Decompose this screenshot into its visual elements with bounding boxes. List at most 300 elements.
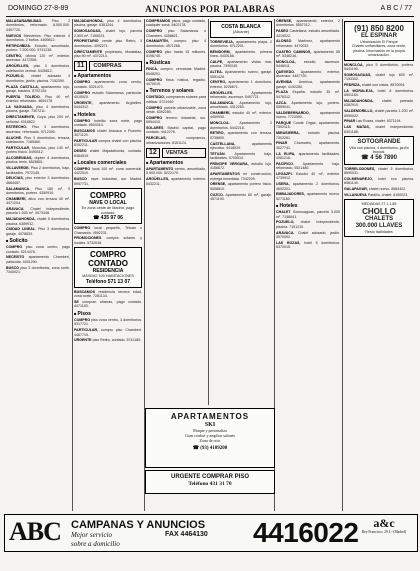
ad-subtitle: Urbanización El Parque: [360, 40, 398, 44]
classified-ad: [276, 141, 340, 150]
ad-text: apartamento exterior. 5432211.: [146, 177, 206, 186]
classified-ad: [276, 60, 340, 69]
ad-lead-word: PARTICULAR: [74, 139, 98, 144]
ad-lead-word: TORRELODONES,: [344, 166, 376, 171]
ad-lead-word: RETIRO,: [210, 131, 225, 136]
ad-lead-word: PARQUE: [276, 121, 292, 126]
ad-text: apartamento primera línea. 4430188.: [210, 49, 272, 59]
classified-column-6: [344, 19, 414, 511]
ad-text: piso hasta 15 millones. 5196740.: [146, 49, 206, 59]
classified-ad: [74, 328, 142, 337]
ad-lead-word: CHAMARTÍN,: [146, 39, 169, 44]
subsection-heading: ■ Rústicas: [146, 60, 206, 66]
classified-ad: [74, 80, 142, 89]
classified-ad: [6, 245, 70, 254]
ad-text: estudio, ascensor. 5446011.: [276, 59, 340, 69]
classified-ad: [74, 167, 142, 176]
ad-lead-word: COMPRO: [74, 80, 91, 85]
classified-ad: [276, 29, 340, 38]
ad-text: piso 3 dormitorios, calefacción central. 5435812.: [6, 64, 70, 73]
classified-column-1: [6, 19, 70, 511]
ad-text: Goya, piso 200 m², señorial. 4318822.: [6, 115, 70, 124]
classified-ad: [344, 119, 414, 123]
classified-ad: [74, 338, 142, 342]
ad-date: MEDIADAS 27 1.1.89: [361, 202, 397, 207]
ad-title: EL ESPINAR: [361, 33, 397, 39]
classified-ad: [74, 318, 142, 327]
classified-ad: [344, 193, 414, 197]
classified-ad: [74, 149, 142, 158]
column-divider: [208, 19, 209, 405]
ad-text: parcela urbanizable, zona oeste. 6392280.: [146, 105, 206, 115]
ad-text: compra chalet con piscina. 8152211.: [74, 139, 142, 148]
ad-text: piso 3 dormitorios, zona norte. 7340021.: [6, 265, 70, 275]
classified-ad: [74, 39, 142, 48]
ad-text: apartamento Chamberí, particular. 4451290.: [6, 255, 70, 264]
ad-phone: ☎ 435 97 06: [93, 215, 123, 222]
ad-text: chalet lujo, parcela 2.500 m². 7155023.: [74, 29, 142, 38]
ad-lead-word: QUEVEDO.: [276, 70, 295, 75]
ad-text: ático con terraza 40 m². 4471204.: [6, 196, 70, 206]
ad-text: terreno industrial, sur. 6954410.: [146, 115, 206, 125]
urgente-comprar-piso-ad: [145, 470, 275, 494]
ad-text: apartamento facilidades. 4081216.: [276, 151, 340, 161]
classified-ad: [6, 266, 70, 275]
apartamentos-ski-ad: [145, 408, 275, 468]
ad-text: vende piso Retiro, 3 dormitorios. 4092271.: [74, 39, 142, 48]
ad-phone: ☎ (93) 4109200: [192, 446, 228, 451]
ad-lead-word: AZCA.: [276, 100, 287, 105]
ad-subtitle: SKI: [204, 422, 216, 428]
classified-ad: [6, 227, 70, 236]
ad-lead-word: COMPRO: [146, 115, 163, 120]
classified-ad: [210, 111, 272, 120]
classified-ad: [276, 182, 340, 191]
classified-ad: [6, 19, 70, 32]
banner-tagline: Mejor servicio: [71, 531, 113, 539]
ad-text: Estudio, amueblado, portero. 7.200.000. 5741236.: [6, 43, 70, 53]
classified-ad: [146, 67, 206, 76]
ad-lead-word: PINAR: [276, 141, 288, 146]
classified-ad: [6, 166, 70, 175]
ad-text: Castellana, estudio amueblado. 4419022.: [276, 29, 340, 38]
ad-lead-word: VALDEMORILLO,: [344, 109, 374, 114]
ad-text: apartamento ejecutivo. 4418020.: [210, 141, 272, 151]
ad-subtitle: CHALETS: [364, 215, 394, 222]
classified-ad: [210, 193, 272, 202]
ad-text: Martínez, apartamento reformado. 4470032.: [276, 39, 340, 48]
classified-ad: [74, 290, 142, 299]
classified-column-5: [276, 19, 340, 511]
classified-ad: [276, 50, 340, 59]
ad-text: Piso 2 dormitorios, bajo, facilidades. 7972145.: [6, 166, 70, 175]
ad-text: En zona oeste de Madrid, pago contado.: [81, 206, 135, 215]
classified-ad: [276, 162, 340, 171]
classified-ad: [276, 241, 340, 250]
classified-ad: [6, 217, 70, 226]
classified-ad: [74, 101, 142, 110]
ad-phone: ☎ 4 56 7890: [361, 154, 397, 161]
ad-text: local pequeño, Tetuán o Chamartín. 4592231.: [74, 226, 142, 235]
ad-lead-word: SOMOSAGUAS,: [74, 29, 102, 34]
classified-ad: [6, 44, 70, 53]
ad-lead-word: PLAZA CASTILLA,: [6, 84, 39, 89]
ad-lead-word: LEGAZPI.: [276, 172, 293, 177]
ad-text: chalet 5 dormitorios. 8590031.: [344, 166, 414, 176]
ad-text: local 100 m², zona comercial. 4422510.: [74, 167, 142, 176]
section-number: 11: [74, 61, 87, 71]
ad-lead-word: ESTRECHO.: [6, 125, 27, 130]
ad-text: Chalet independiente, parcela 1.000 m². 3073348.: [6, 207, 70, 216]
ad-lead-word: TORREVIEJA,: [210, 39, 234, 44]
subsection-heading: ■ Apartamentos: [74, 73, 142, 79]
ad-text: chalet independiente. 6301188.: [344, 125, 414, 134]
ad-text: Villa con piscina, 4 dormitorios, jardín tropical.: [349, 146, 409, 155]
classified-ad: [344, 125, 414, 134]
classified-ad: [344, 167, 414, 176]
classified-ad: [74, 226, 142, 235]
ad-text: Apartamento bajo, reformado. 5521480.: [276, 161, 340, 171]
ad-text: piso zona centro, pago contado. 5214478.: [6, 245, 70, 254]
classified-ad: [146, 136, 206, 145]
ad-lead-word: BUSCAMOS: [74, 128, 95, 133]
ad-lead-word: BUSCO: [74, 177, 87, 182]
ad-text: Chamartín, apartamento. 3027741.: [276, 141, 340, 150]
ad-text: hotelito zona norte, pago contado. 6503314.: [74, 118, 142, 128]
ad-lead-word: CENTRO,: [6, 54, 23, 59]
ad-lead-word: COMPRO: [146, 77, 163, 82]
ad-lead-word: ORENSE,: [210, 182, 227, 187]
ad-lead-word: EMBAJADORES,: [276, 192, 305, 197]
classified-ad: [344, 187, 414, 191]
ad-lead-word: VALDEBERNARDO,: [276, 110, 310, 115]
ad-text: apartamento con terraza. 5738800.: [210, 131, 272, 140]
ad-lead-word: APARTAMENTO: [146, 167, 174, 172]
ad-title: APARTAMENTOS: [170, 412, 250, 421]
ad-text: Apartamento 2 dormitorios. 5442218.: [210, 121, 272, 130]
ad-text: Apartamento reformado, ascensor. 5497721.: [210, 90, 272, 100]
classified-ad: [6, 136, 70, 145]
ad-text: apartamento nuevo. 7723390.: [276, 110, 340, 120]
classified-ad: [146, 39, 206, 48]
ad-lead-word: MALASAÑA/BILBAO.: [6, 19, 43, 23]
ad-text: Estudio 40 m², exterior. 4739912.: [276, 172, 340, 181]
classified-ad: [276, 131, 340, 140]
ad-lead-word: ARGÜELLES.: [210, 90, 234, 95]
classified-ad: [146, 167, 206, 176]
ad-lead-word: DELICIAS,: [6, 176, 24, 181]
classified-ad: [146, 106, 206, 115]
classified-ad: [276, 90, 340, 99]
classified-ad: [6, 95, 70, 104]
banner-phone: 4416022: [253, 517, 359, 548]
ad-text: compra solares y locales. 5732618.: [74, 236, 142, 245]
ad-lead-word: COMPRO: [6, 245, 23, 250]
ad-lead-word: RETIRO/IBIZA.: [6, 43, 31, 48]
ad-lead-word: MAJADAHONDA,: [344, 99, 374, 104]
classified-ad: [276, 172, 340, 181]
ad-text: hotel 8 dormitorios. 6501184.: [344, 88, 414, 98]
ad-lead-word: POZUELO,: [6, 74, 25, 79]
ad-text: chalet lujo 600 m². 7153302.: [344, 72, 414, 82]
ad-lead-word: CHAMBERÍ,: [210, 111, 231, 116]
classified-ad: [74, 129, 142, 138]
ad-lead-word: CASTELLANA,: [210, 141, 236, 146]
classified-ad: [210, 101, 272, 110]
section-heading: [74, 61, 142, 71]
ad-lead-word: COMPRO: [146, 105, 163, 110]
ad-text: apartamento 2 dormitorios. 4692201.: [276, 182, 340, 191]
classified-ad: [146, 50, 206, 59]
classified-ad: [210, 162, 272, 171]
costa-blanca-heading: [210, 21, 272, 38]
ad-lead-word: FINCA,: [146, 67, 158, 72]
classified-ad: [6, 105, 70, 114]
ad-text: estudio 40 m², exterior. 4459930.: [210, 111, 272, 120]
ad-text: apartamento Argüelles. 5444312.: [74, 100, 142, 110]
ad-text: Apartamento bajo, facilidades. 5705514.: [210, 151, 272, 161]
classified-ad: [74, 50, 142, 59]
ad-text: apartamento portero físico. 5558810.: [210, 182, 272, 191]
classified-ad: [146, 95, 206, 104]
ad-text: piso zona centro, 3 dormitorios. 5317721.: [74, 317, 142, 327]
ad-text: Piso 2 dormitorios, reformado. 8.500.000. 4457720.: [6, 19, 70, 32]
ad-text: compro piso Chamberí. 4467710.: [74, 328, 142, 337]
classified-ad: [210, 121, 272, 130]
ad-lead-word: BENIDORM,: [210, 49, 231, 54]
classified-ad: [146, 177, 206, 186]
ad-lead-word: ORENSE,: [276, 19, 293, 23]
ad-lead-word: PASEO: [276, 29, 289, 34]
classified-ad: [74, 236, 142, 245]
classified-ad: [74, 119, 142, 128]
ad-lead-word: CENTRO,: [210, 80, 227, 85]
ad-lead-word: VILLAVERDE.: [6, 166, 30, 171]
ad-text: Piso 3 dormitorios, ascensor, reformado. 5712390.: [6, 125, 70, 134]
ad-lead-word: PINAR: [344, 119, 356, 124]
ad-text: Piso 3 dormitorios, garaje. 4078833.: [6, 227, 70, 236]
ad-lead-word: LA VAGUADA,: [6, 105, 33, 110]
classified-ad: [6, 74, 70, 83]
ad-lead-word: MONCLOA,: [276, 59, 296, 64]
classified-ad: [276, 210, 340, 219]
ad-text: chalet nuevo. 8584402.: [368, 187, 407, 192]
ad-lead-word: ARAVACA.: [6, 207, 25, 212]
ad-text: nave industrial, sur Madrid. 6957731.: [74, 177, 142, 186]
classified-ad: [74, 300, 142, 309]
chollo-chalets-ad: [344, 199, 414, 237]
classified-ad: [6, 176, 70, 185]
ad-text: piso Salamanca o Chamberí. 4358821.: [146, 29, 206, 38]
ad-phone: (91) 850 8200: [354, 24, 404, 33]
ad-text: finca rústica, regadío. 4470019.: [146, 77, 206, 87]
classified-ad: [210, 182, 272, 191]
ad-text: apartamento exterior, 2 dormitorios. 5557312.: [276, 19, 340, 28]
header-date: DOMINGO 27-8-89: [8, 5, 69, 12]
ad-subtitle: (Alicante): [232, 30, 250, 34]
classified-ad: [6, 146, 70, 155]
ad-text: dúplex 4 dormitorios, piscina, tenis. 6528801.: [6, 156, 70, 165]
ad-text: residencia tercera edad, zona norte. 7281134.: [74, 289, 142, 299]
ad-lead-word: PARTICULAR,: [74, 328, 99, 333]
ad-text: Apartamento nuevo, garaje. 5551428.: [210, 70, 272, 79]
ad-text: Apartamento exterior, ascensor. 4487720.: [276, 70, 340, 79]
ad-text: propietario, Moratalaz, piso 90 m². 4372214.: [74, 49, 142, 59]
classified-ad: [74, 19, 142, 28]
ad-lead-word: MAJADAHONDA,: [74, 19, 104, 23]
classified-ad: [6, 54, 70, 63]
ad-text: apartamento 1 dormitorio, exterior. 5226671.: [210, 80, 272, 89]
classified-ad: [6, 115, 70, 124]
ad-title: CHOLLO: [362, 206, 396, 216]
classified-ad: [276, 80, 340, 89]
ad-lead-word: USERA,: [276, 182, 290, 187]
classified-ad: [6, 34, 70, 43]
classified-ad: [6, 207, 70, 216]
ad-text: centro, amueblado, 5.500.000. 5222170.: [146, 167, 206, 176]
classified-ad: [276, 152, 340, 161]
ad-lead-word: LA ELIPA,: [276, 151, 296, 156]
ad-text: piso 4 dormitorios, piscina, garaje. 6381244.: [74, 19, 142, 28]
classified-ad: [146, 116, 206, 125]
page-reference: A B C / 77: [380, 5, 412, 12]
section-title: ANUNCIOS POR PALABRAS: [145, 4, 275, 14]
ad-lead-word: ALUCHE.: [6, 135, 22, 140]
classified-ad: [74, 29, 142, 38]
ad-lead-word: CUATRO CAMINOS,: [276, 49, 312, 54]
ad-price: 300.000 LLAVES: [355, 222, 403, 229]
agency-block: [355, 517, 413, 534]
classified-column-4: [210, 19, 272, 405]
ad-lead-word: COMPRO: [74, 167, 91, 172]
ad-lead-word: PUERTA TOLEDO.: [6, 94, 41, 99]
ad-lead-word: VILLANUEVA: [344, 193, 367, 198]
ad-lead-word: CUZCO.: [210, 192, 224, 197]
ad-text: Chalet adosado, jardín. 3070092.: [276, 230, 340, 240]
ad-text: en construcción, entrega inmediata. 7342209.: [210, 172, 272, 181]
subsection-heading: ■ Solicito: [6, 238, 70, 244]
agency-address: Rey Francisco, 29 4.ª (Madrid): [361, 530, 407, 534]
ad-lead-word: PROPIETARIO: [74, 39, 99, 44]
ad-lead-word: CONTADO,: [146, 95, 165, 100]
banner-tagline-2: sobre a domicilio: [71, 540, 120, 548]
ad-lead-word: LAS ROZAS,: [276, 240, 301, 245]
classified-ad: [344, 89, 414, 98]
classified-ad: [276, 121, 340, 130]
classified-ad: [276, 101, 340, 110]
ad-text: Ministerios. Piso exterior 4 dormitorios, 2 baños. 4469812.: [6, 33, 70, 43]
ad-text: MÁXIMO 100 HABITACIONES: [82, 274, 134, 279]
ad-lead-word: CHAMBERÍ,: [6, 196, 27, 201]
classified-ad: [6, 85, 70, 94]
classified-ad: [276, 192, 340, 201]
classified-ad: [210, 50, 272, 59]
ad-text: estudio lujo. 4156672.: [210, 162, 272, 171]
classified-ad: [210, 131, 272, 140]
ad-text: Pardillo, chalet. 8150023.: [367, 193, 409, 198]
ad-text: Piso 180 m², 5 dormitorios, portero. 4350910.: [6, 186, 70, 196]
ad-text: compro piso 4 dormitorios. 4571288.: [146, 39, 206, 48]
ad-text: Moncloa, piso 140 m², portero físico. 5490012.: [6, 145, 70, 155]
section-label: VENTAS: [162, 148, 206, 158]
ad-lead-word: CHALET: [276, 210, 291, 215]
ad-text: compro, cercanías Madrid. 6548201.: [146, 67, 206, 76]
column-divider: [342, 19, 343, 511]
ad-title: COMPRO CONTADO: [88, 250, 128, 269]
ad-text: hotel 5 dormitorios. 6370015.: [276, 240, 340, 250]
ad-text: chalet independiente, piscina. 7151210.: [276, 220, 340, 229]
classified-ad: [276, 231, 340, 240]
banner-fax: FAX 4464130: [165, 531, 208, 538]
ad-lead-word: COMPRO: [146, 49, 163, 54]
ad-lead-word: DIRECTAMENTE,: [6, 115, 36, 120]
classified-ad: [210, 142, 272, 151]
ad-text: estudio piscina. 7302281.: [276, 131, 340, 140]
section-number: 12: [146, 148, 160, 158]
page-header: [6, 4, 414, 17]
classified-ad: [276, 111, 340, 120]
classified-ad: [74, 177, 142, 186]
ad-lead-word: URGENTE,: [74, 100, 93, 105]
ad-line: Ebique y personaliza: [193, 428, 227, 433]
ad-lead-word: AVENIDA: [276, 80, 292, 85]
ad-text: chalet con vistas. 8570094.: [361, 83, 406, 88]
classified-ad: [210, 91, 272, 100]
classified-ad: [276, 220, 340, 229]
classified-ad: [146, 29, 206, 38]
ad-text: compran oficinas, pago contado. 4471183.: [74, 300, 142, 309]
classified-ad: [74, 139, 142, 148]
classified-ad: [344, 63, 414, 72]
ad-lead-word: GALAPAGAR,: [344, 187, 368, 192]
ad-text: chalet pareado. 6382910.: [344, 99, 414, 108]
classified-ad: [344, 109, 414, 118]
classified-ad: [276, 39, 340, 48]
ad-subtitle: NAVE O LOCAL: [89, 200, 127, 207]
ad-lead-word: CIUDAD LINEAL.: [6, 227, 37, 232]
ad-lead-word: URGENTE: [74, 338, 92, 343]
ad-lead-word: MIRASIERRA,: [276, 131, 300, 136]
banner-headline: CAMPANAS Y ANUNCIOS: [71, 519, 206, 531]
ad-text: piso 4 dormitorios, piscina, garaje. 7307211.: [6, 105, 70, 114]
ad-text: hotel con piscina. 8581140.: [344, 177, 414, 186]
ad-lead-word: DESEO: [74, 149, 87, 154]
classified-ad: [6, 125, 70, 134]
classified-ad: [210, 60, 272, 69]
ad-text: chalet adosado 4 dormitorios, jardín, piscina. 7152390.: [6, 74, 70, 83]
ad-lead-word: MONCLOA.: [210, 121, 230, 126]
column-divider: [72, 19, 73, 511]
classified-ad: [276, 70, 340, 79]
ad-lead-word: COMPRO: [74, 226, 91, 231]
ad-subtitle: RESIDENCIA: [92, 268, 124, 275]
ad-lead-word: COMPRAMOS: [146, 19, 171, 23]
ad-text: Apartamento lujo, amueblado. 4312260.: [210, 100, 272, 110]
ad-text: Piso 90 m², exterior, reformado. 4654178.: [6, 94, 70, 104]
ad-text: chalet parcela 1.200 m². 8990022.: [344, 109, 414, 118]
ad-lead-word: PARTICULAR,: [6, 145, 31, 150]
ad-lead-word: PEDRIZA,: [344, 83, 361, 88]
ad-text: Piso 3 dormitorios, terraza, calefacción. 7185560.: [6, 135, 70, 145]
classified-ad: [210, 152, 272, 161]
ad-text: estudio Salamanca, particular. 4015520.: [74, 90, 142, 100]
subsection-heading: ■ Pisos: [74, 311, 142, 317]
ad-text: Apartamento lujo, portero. 5559041.: [276, 100, 340, 110]
ad-title: SOTOGRANDE: [357, 139, 401, 146]
classified-ad: [6, 197, 70, 206]
classified-ad: [146, 78, 206, 87]
ad-line: Zona de ocio: [199, 438, 221, 443]
